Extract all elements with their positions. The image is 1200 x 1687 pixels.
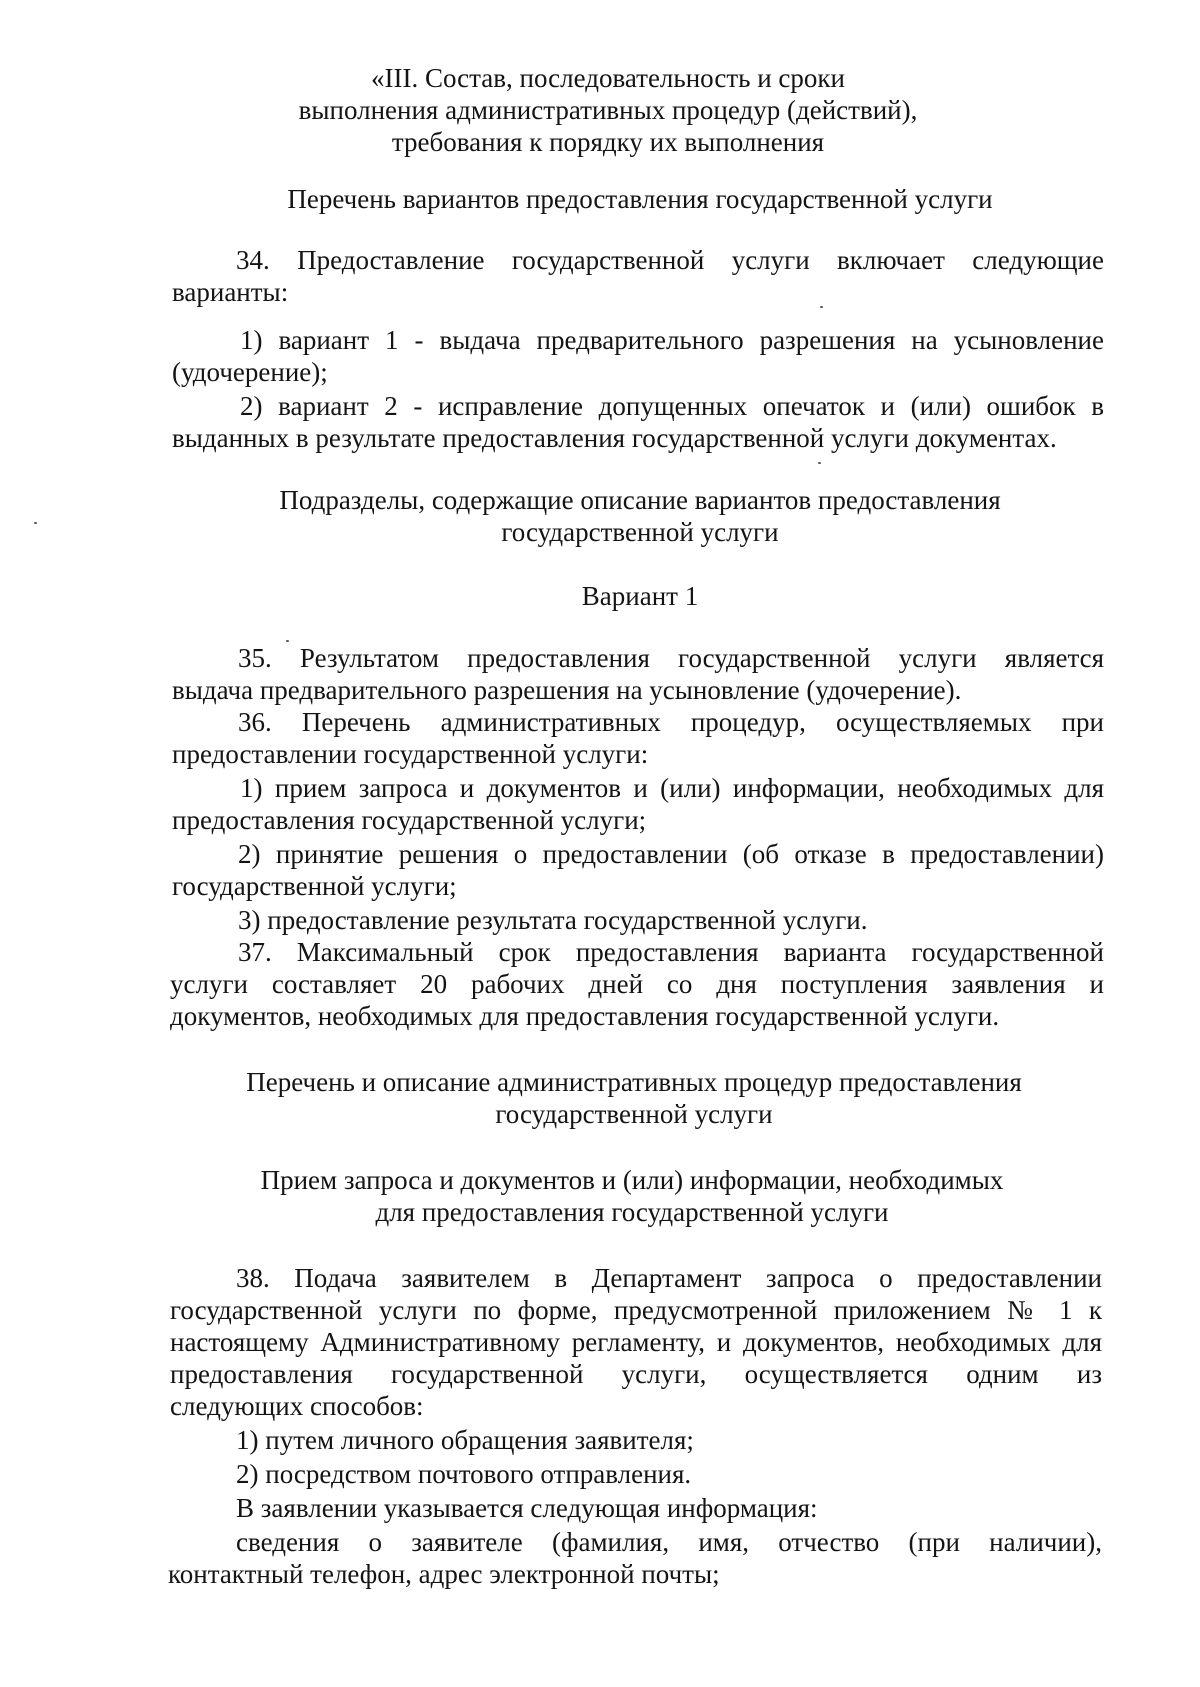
paragraph-36-item-2-line-1: 2) принятие решения о предоставлении (об отказе в предоставлении)	[238, 839, 1104, 869]
paragraph-38-line-3: настоящему Административному регламенту, и документов, необходимых для	[170, 1327, 1102, 1357]
paragraph-37-line-2: услуги составляет 20 рабочих дней со дня поступления заявления и	[170, 969, 1104, 999]
paragraph-38-line-2: государственной услуги по форме, предусмотренной приложением № 1 к	[170, 1295, 1102, 1325]
section-heading-line-2: выполнения административных процедур (действий),	[298, 95, 918, 125]
paragraph-38-line-4: предоставления государственной услуги, осуществляется одним из	[170, 1359, 1102, 1389]
paragraph-38-line-1: 38. Подача заявителем в Департамент запроса о предоставлении	[236, 1263, 1102, 1293]
section-heading-line-1: «III. Состав, последовательность и сроки	[371, 63, 845, 93]
paragraph-34-item-2-line-1: 2) вариант 2 - исправление допущенных опечаток и (или) ошибок в	[240, 391, 1104, 421]
scan-speck	[286, 640, 289, 642]
paragraph-38-info: В заявлении указывается следующая информация:	[236, 1493, 818, 1523]
paragraph-36-item-3: 3) предоставление результата государственной услуги.	[238, 905, 868, 935]
paragraph-34-line-2: варианты:	[172, 277, 289, 307]
paragraph-36-item-1-line-1: 1) прием запроса и документов и (или) информации, необходимых для	[240, 773, 1104, 803]
paragraph-38-applicant-line-1: сведения о заявителе (фамилия, имя, отчество (при наличии),	[236, 1527, 1102, 1557]
subheading-reception-line-1: Прием запроса и документов и (или) информации, необходимых	[260, 1165, 1004, 1195]
paragraph-37-line-3: документов, необходимых для предоставления государственной услуги.	[170, 1001, 1000, 1031]
subheading-procedures-line-2: государственной услуги	[495, 1099, 773, 1129]
paragraph-34-item-2-line-2: выданных в результате предоставления государственной услуги документах.	[172, 423, 1057, 453]
subheading-variant-1: Вариант 1	[581, 581, 699, 611]
paragraph-34-line-1: 34. Предоставление государственной услуги включает следующие	[236, 245, 1104, 275]
subheading-reception-line-2: для предоставления государственной услуги	[375, 1197, 889, 1227]
paragraph-34-item-1-line-1: 1) вариант 1 - выдача предварительного разрешения на усыновление	[240, 325, 1104, 355]
paragraph-35-line-2: выдача предварительного разрешения на усыновление (удочерение).	[172, 675, 962, 705]
subheading-subsections-line-1: Подразделы, содержащие описание вариантов предоставления	[279, 485, 1001, 515]
paragraph-38-item-2: 2) посредством почтового отправления.	[236, 1459, 692, 1489]
section-heading-line-3: требования к порядку их выполнения	[391, 127, 825, 157]
paragraph-38-line-5: следующих способов:	[170, 1391, 424, 1421]
subheading-procedures-line-1: Перечень и описание административных процедур предоставления	[246, 1067, 1022, 1097]
paragraph-36-item-2-line-2: государственной услуги;	[172, 871, 457, 901]
paragraph-38-applicant-line-2: контактный телефон, адрес электронной почты;	[168, 1559, 720, 1589]
paragraph-36-line-1: 36. Перечень административных процедур, осуществляемых при	[238, 707, 1104, 737]
paragraph-34-item-1-line-2: (удочерение);	[172, 357, 328, 387]
scan-speck	[34, 522, 37, 524]
scan-speck	[818, 462, 821, 464]
paragraph-38-item-1: 1) путем личного обращения заявителя;	[236, 1425, 694, 1455]
paragraph-35-line-1: 35. Результатом предоставления государственной услуги является	[238, 643, 1104, 673]
paragraph-36-line-2: предоставлении государственной услуги:	[172, 739, 649, 769]
paragraph-37-line-1: 37. Максимальный срок предоставления варианта государственной	[238, 937, 1104, 967]
subheading-subsections-line-2: государственной услуги	[501, 517, 779, 547]
subheading-variants-list: Перечень вариантов предоставления государственной услуги	[287, 184, 993, 214]
scan-speck	[820, 306, 823, 308]
paragraph-36-item-1-line-2: предоставления государственной услуги;	[172, 805, 647, 835]
